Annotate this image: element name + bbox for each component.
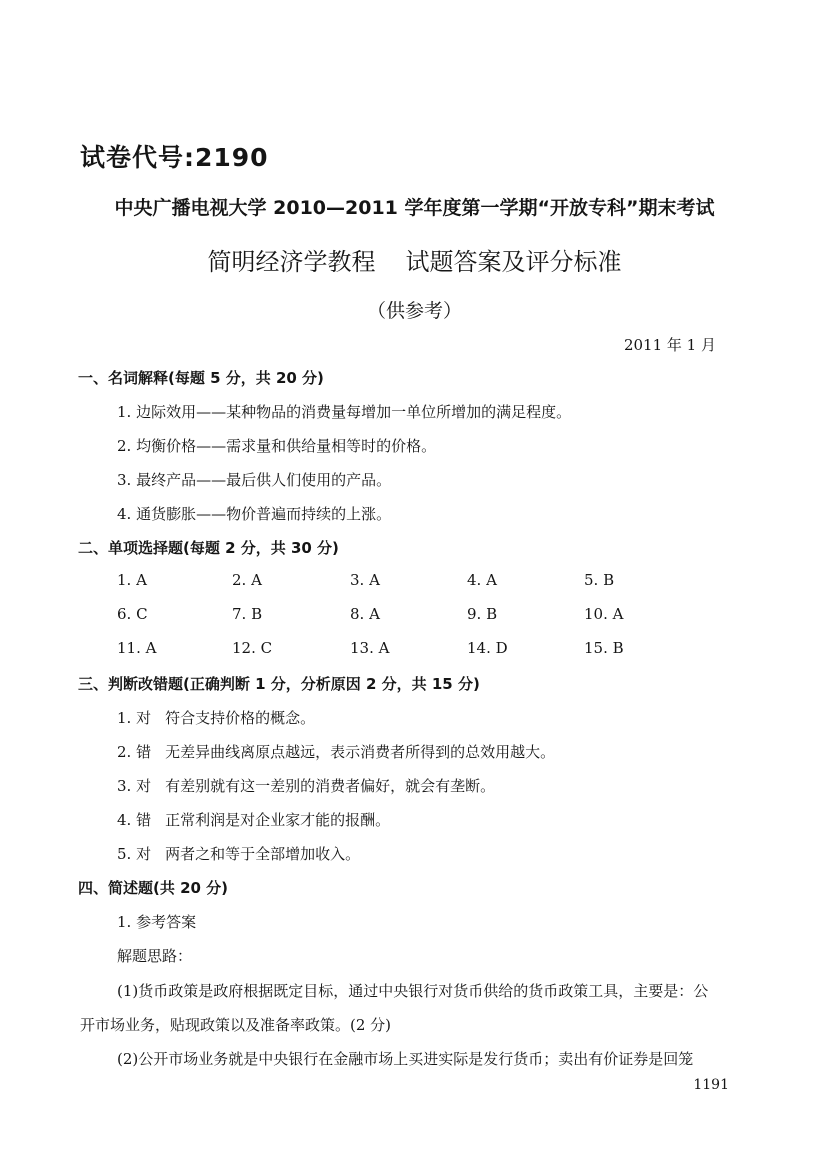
judgment-verdict: 5. 对 [117,845,152,863]
reference-note: （供参考） [366,300,462,322]
judgment-reason: 符合支持价格的概念。 [165,709,316,727]
answer-paragraph: (2)公开市场业务就是中央银行在金融市场上买进实际是发行货币；卖出有价证券是回笼 [117,1050,694,1068]
answer-label: 1. 参考答案 [117,913,197,931]
definition-item: 1. 边际效用——某种物品的消费量每增加一单位所增加的满足程度。 [117,403,572,421]
judgment-verdict: 4. 错 [117,811,152,829]
choice-answer: 11. A [117,639,157,657]
section-title-multiple-choice: 二、单项选择题(每题 2 分，共 30 分) [78,539,339,557]
section-title-true-false: 三、判断改错题(正确判断 1 分，分析原因 2 分，共 15 分) [78,675,480,693]
exam-code: 试卷代号:2190 [80,143,269,172]
choice-answer: 15. B [584,639,624,657]
answer-paragraph-continuation: 开市场业务，贴现政策以及准备率政策。(2 分) [80,1016,392,1034]
judgment-item [117,707,315,728]
choice-answer: 9. B [467,605,498,623]
judgment-reason: 无差异曲线离原点越远，表示消费者所得到的总效用越大。 [165,743,556,761]
choice-answer: 5. B [584,571,615,589]
page-number: 1191 [693,1077,729,1093]
judgment-verdict: 1. 对 [117,709,152,727]
choice-answer: 10. A [584,605,624,623]
judgment-item [117,843,360,864]
judgment-reason: 两者之和等于全部增加收入。 [165,845,361,863]
choice-answer: 3. A [350,571,380,589]
answer-paragraph: (1)货币政策是政府根据既定目标，通过中央银行对货币供给的货币政策工具，主要是：公 [117,982,709,1000]
choice-answer: 8. A [350,605,380,623]
choice-answer: 13. A [350,639,390,657]
section-title-definitions: 一、名词解释(每题 5 分，共 20 分) [78,369,324,387]
choice-answer: 1. A [117,571,147,589]
definition-item: 3. 最终产品——最后供人们使用的产品。 [117,471,392,489]
definition-item: 4. 通货膨胀——物价普遍而持续的上涨。 [117,505,392,523]
choice-answer: 12. C [232,639,273,657]
judgment-reason: 正常利润是对企业家才能的报酬。 [165,811,391,829]
definition-item: 2. 均衡价格——需求量和供给量相等时的价格。 [117,437,437,455]
judgment-verdict: 3. 对 [117,777,152,795]
answer-title: 试题答案及评分标准 [405,248,622,276]
judgment-item [117,775,495,796]
choice-answer: 2. A [232,571,262,589]
exam-date: 2011 年 1 月 [623,336,716,354]
judgment-item [117,809,390,830]
section-title-short-answer: 四、简述题(共 20 分) [78,879,229,897]
course-name: 简明经济学教程 [207,248,376,276]
choice-answer: 6. C [117,605,148,623]
solution-approach: 解题思路： [117,947,193,965]
choice-answer: 14. D [467,639,508,657]
judgment-verdict: 2. 错 [117,743,152,761]
document-title [0,242,829,277]
judgment-reason: 有差别就有这一差别的消费者偏好，就会有垄断。 [165,777,496,795]
choice-answer: 4. A [467,571,497,589]
choice-answer: 7. B [232,605,263,623]
judgment-item [117,741,555,762]
exam-heading: 中央广播电视大学 2010—2011 学年度第一学期“开放专科”期末考试 [114,197,715,219]
